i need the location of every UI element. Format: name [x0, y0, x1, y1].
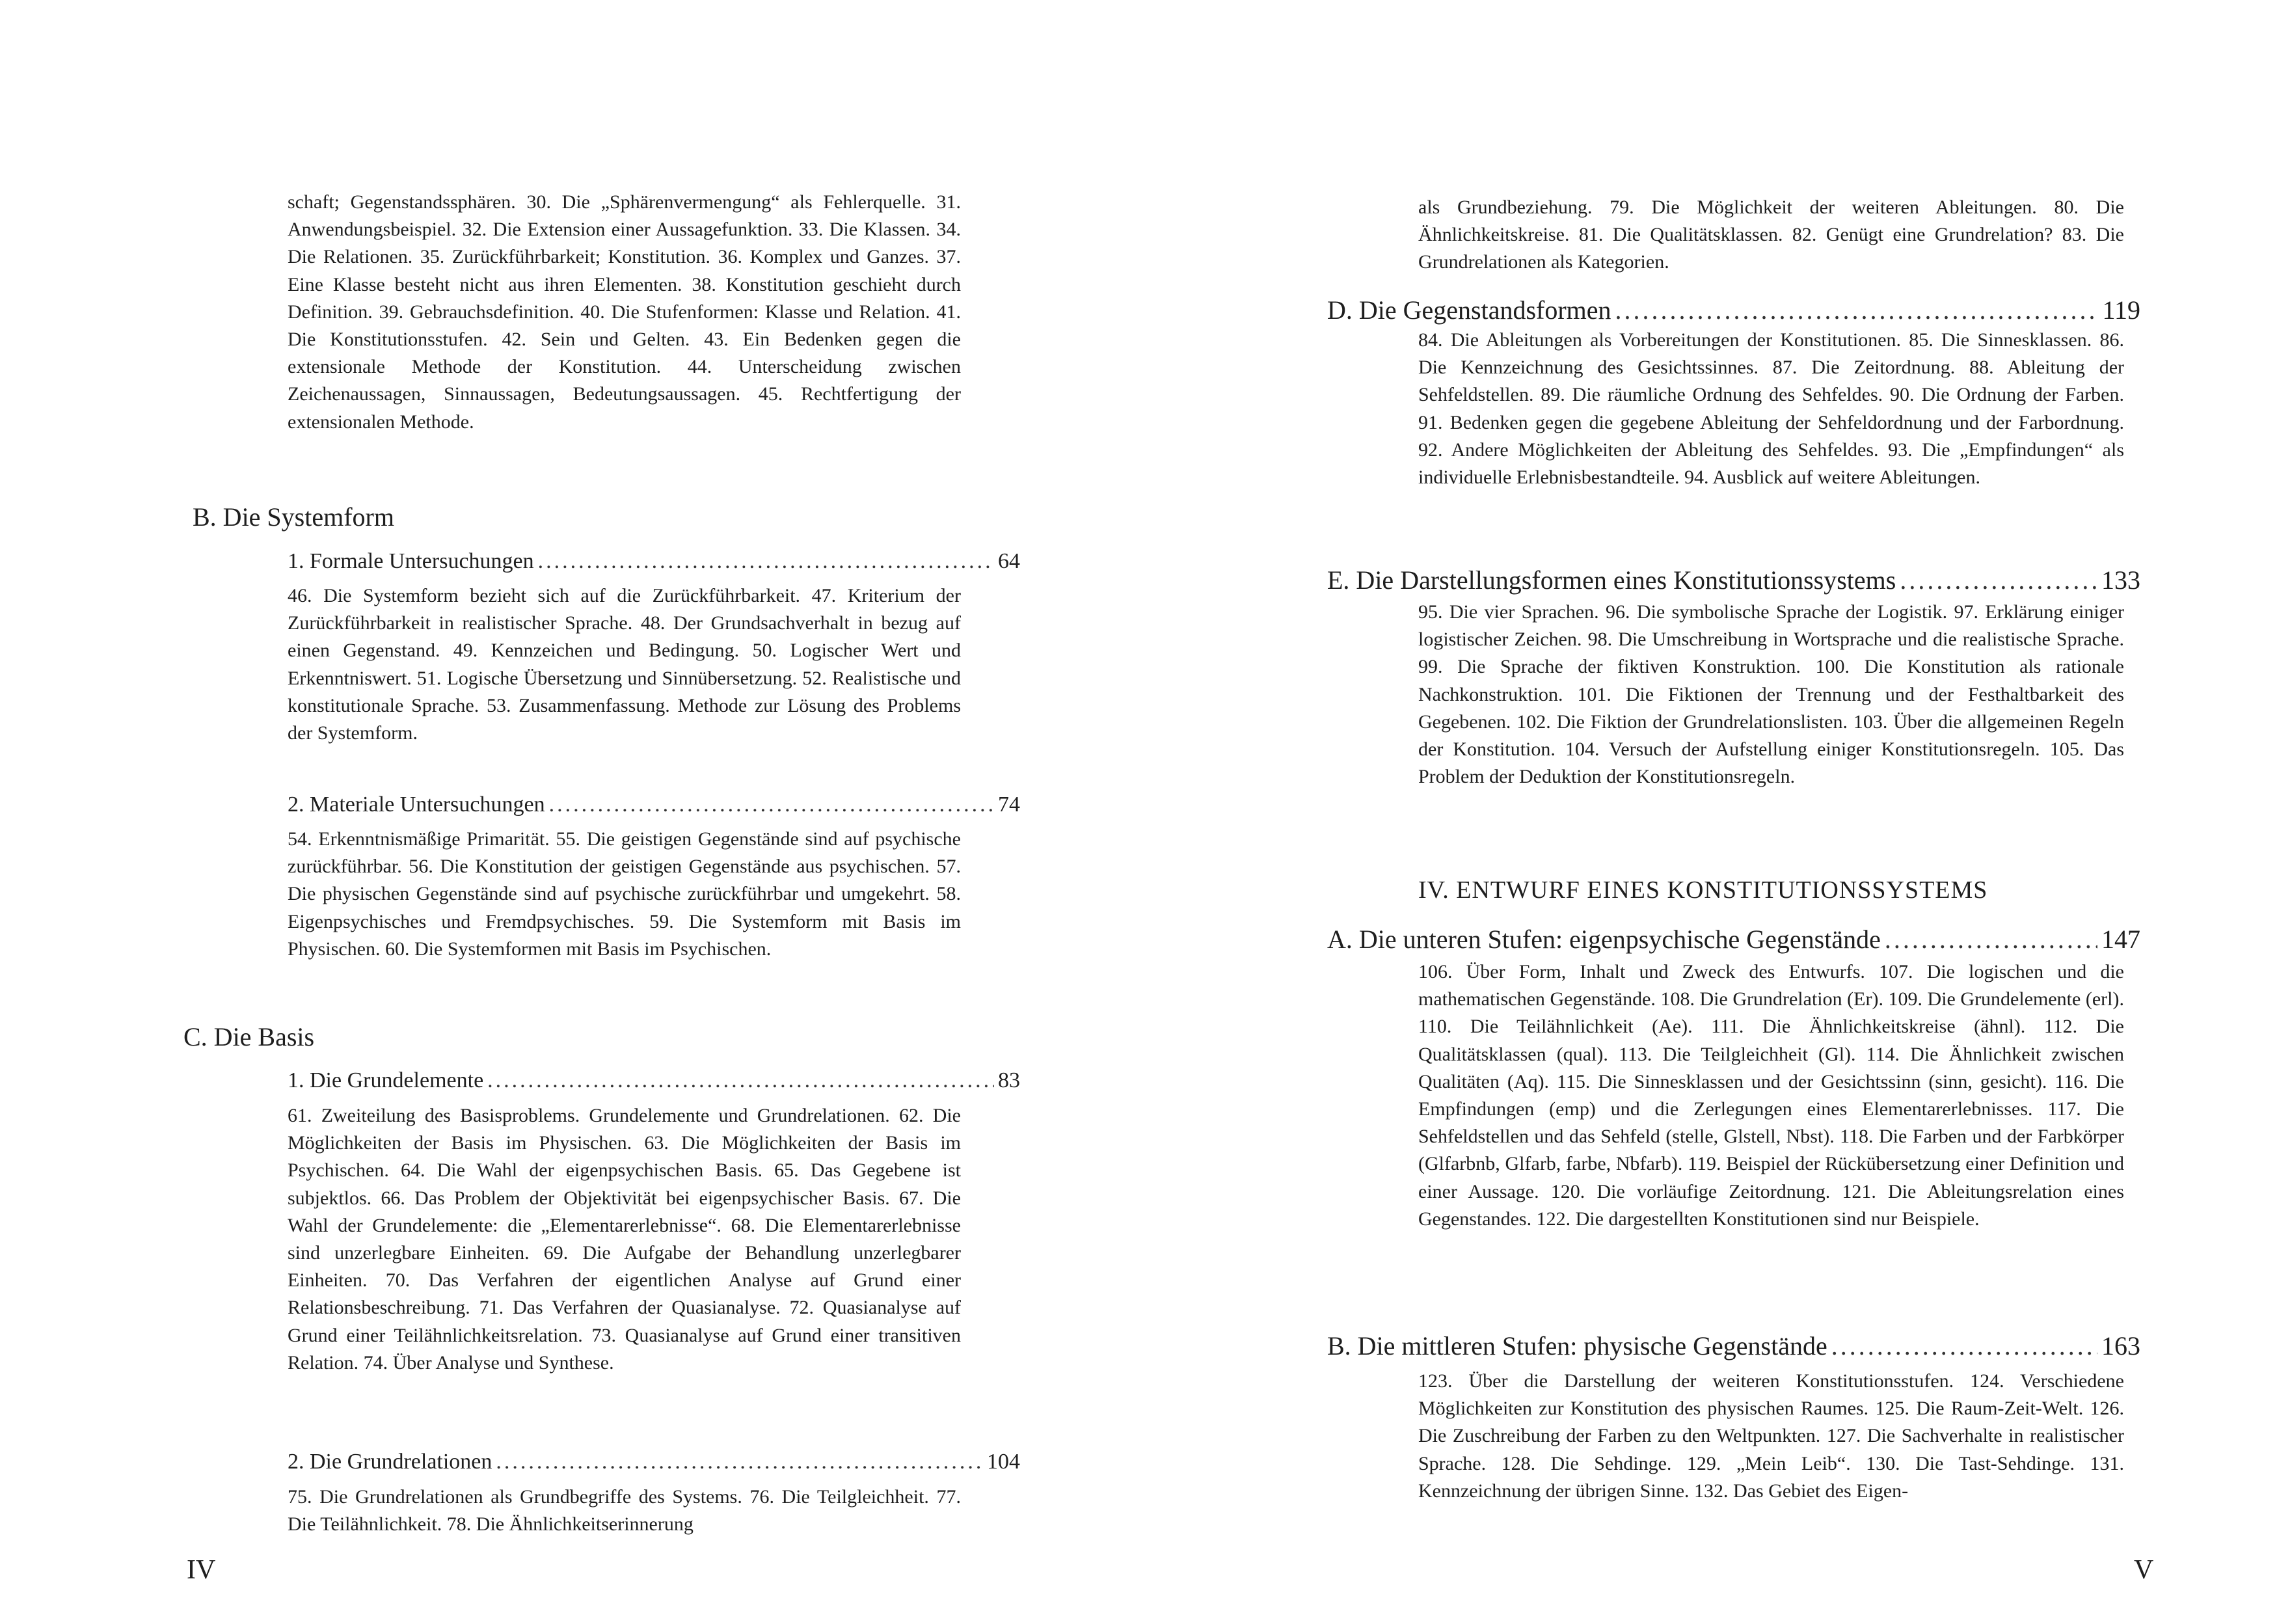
- entry-title: B. Die mittleren Stufen: physische Gegenstände: [1327, 1331, 1827, 1360]
- section-heading-c: C. Die Basis: [183, 1022, 315, 1051]
- entry-title: E. Die Darstellungsformen eines Konstitutionssystems: [1327, 565, 1896, 595]
- entry-title: 2. Materiale Untersuchungen: [288, 792, 545, 817]
- page-number: 104: [987, 1450, 1020, 1474]
- toc-entry-gegenstandsformen[interactable]: [1327, 295, 2140, 326]
- page-folio: IV: [187, 1555, 216, 1585]
- right-page: [1145, 0, 2290, 1624]
- dot-leader: [1885, 924, 2097, 955]
- continuation-paragraph: als Grundbeziehung. 79. Die Möglichkeit der weiteren Ableitungen. 80. Die Ähnlichkeitskreise. 81. Die Qualitätsklassen. 82. Genügt eine Grundrelation? 83. Die Grundrelationen als Kategorien.: [1418, 196, 2124, 273]
- page-number: 147: [2101, 925, 2140, 954]
- entry-summary: 84. Die Ableitungen als Vorbereitungen der Konstitutionen. 85. Die Sinnesklassen. 86. Die Kennzeichnung des Gesichtssinnes. 87. Die Zeitordnung. 88. Ableitung der Sehfeldstellen. 89. Die räumliche Ordnung des Sehfeldes. 90. Die Ordnung der Farben. 91. Bedenken gegen die gegebene Ableitung der Sehfeldordnung und der Farbordnung. 92. Andere Möglichkeiten der Ableitung des Sehfeldes. 93. Die „Empfindungen“ als individuelle Erlebnisbestandteile. 94. Ausblick auf weitere Ableitungen.: [1418, 329, 2124, 489]
- continuation-paragraph: schaft; Gegenstandssphären. 30. Die „Sphärenvermengung“ als Fehlerquelle. 31. Anwendungsbeispiel. 32. Die Extension einer Aussagefunktion. 33. Die Klassen. 34. Die Relationen. 35. Zurückführbarkeit; Konstitution. 36. Komplex und Ganzes. 37. Eine Klasse besteht nicht aus ihren Elementen. 38. Konstitution geschieht durch Definition. 39. Gebrauchsdefinition. 40. Die Stufenformen: Klasse und Relation. 41. Die Konstitutionsstufen. 42. Sein und Gelten. 43. Ein Bedenken gegen die extensionale Methode der Konstitution. 44. Unterscheidung zwischen Zeichenaussagen, Sinnaussagen, Bedeutungsaussagen. 45. Rechtfertigung der extensionalen Methode.: [288, 191, 961, 433]
- entry-summary: 61. Zweiteilung des Basisproblems. Grundelemente und Grundrelationen. 62. Die Möglichkeiten der Basis im Physischen. 63. Die Möglichkeiten der Basis im Psychischen. 64. Die Wahl der eigenpsychischen Basis. 65. Das Gegebene ist subjektlos. 66. Das Problem der Objektivität bei eigenpsychischer Basis. 67. Die Wahl der Grundelemente: die „Elementarerlebnisse“. 68. Die Elementarerlebnisse sind unzerlegbare Einheiten. 69. Die Aufgabe der Behandlung unzerlegbarer Einheiten. 70. Das Verfahren der eigentlichen Analyse auf Grund einer Relationsbeschreibung. 71. Das Verfahren der Quasianalyse. 72. Quasianalyse auf Grund einer Teilähnlichkeitsrelation. 73. Quasianalyse auf Grund einer transitiven Relation. 74. Über Analyse und Synthese.: [288, 1105, 961, 1374]
- page-number: 74: [998, 792, 1020, 817]
- toc-entry-untere-stufen[interactable]: [1327, 924, 2140, 955]
- entry-title: 2. Die Grundrelationen: [288, 1450, 492, 1474]
- page-number: 133: [2101, 565, 2140, 595]
- dot-leader: [549, 791, 994, 819]
- page-number: 119: [2102, 295, 2140, 325]
- dot-leader: [1831, 1331, 2097, 1362]
- entry-title: 1. Formale Untersuchungen: [288, 549, 534, 573]
- entry-title: D. Die Gegenstandsformen: [1327, 295, 1611, 325]
- dot-leader: [1900, 565, 2097, 596]
- part-heading: IV. ENTWURF EINES KONSTITUTIONSSYSTEMS: [1418, 876, 1988, 904]
- toc-entry-mittlere-stufen[interactable]: [1327, 1331, 2140, 1362]
- entry-summary: 46. Die Systemform bezieht sich auf die Zurückführbarkeit. 47. Kriterium der Zurückführbarkeit in realistischer Sprache. 48. Der Grundsachverhalt in bezug auf einen Gegenstand. 49. Kennzeichen und Bedingung. 50. Logischer Wert und Erkenntniswert. 51. Logische Übersetzung und Sinnübersetzung. 52. Realistische und konstitutionale Sprache. 53. Zusammenfassung. Methode zur Lösung des Problems der Systemform.: [288, 585, 961, 744]
- entry-summary: 106. Über Form, Inhalt und Zweck des Entwurfs. 107. Die logischen und die mathematischen Gegenstände. 108. Die Grundrelation (Er). 109. Die Grundelemente (erl). 110. Die Teilähnlichkeit (Ae). 111. Die Ähnlichkeitskreise (ähnl). 112. Die Qualitätsklassen (qual). 113. Die Teilgleichheit (Gl). 114. Die Ähnlichkeit zwischen Qualitäten (Aq). 115. Die Sinnesklassen und der Gesichtssinn (sinn, gesicht). 116. Die Empfindungen (emp) und die Zerlegungen eines Elementarerlebnisses. 117. Die Sehfeldstellen und das Sehfeld (stelle, Glstell, Nbst). 118. Die Farben und der Farbkörper (Glfarbnb, Glfarb, farbe, Nbfarb). 119. Beispiel der Rückübersetzung einer Definition und einer Aussage. 120. Die vorläufige Zeitordnung. 121. Die Ableitungsrelation eines Gegenstandes. 122. Die dargestellten Konstitutionen sind nur Beispiele.: [1418, 961, 2124, 1230]
- toc-entry-formale-untersuchungen[interactable]: [288, 548, 1020, 575]
- page-number: 163: [2101, 1331, 2140, 1360]
- dot-leader: [496, 1448, 983, 1476]
- page-folio: V: [2134, 1555, 2154, 1585]
- entry-summary: 95. Die vier Sprachen. 96. Die symbolische Sprache der Logistik. 97. Erklärung einiger logistischer Zeichen. 98. Die Umschreibung in Wortsprache und die realistische Sprache. 99. Die Sprache der fiktiven Konstruktion. 100. Die Konstitution als rationale Nachkonstruktion. 101. Die Fiktionen der Trennung und der Festhaltbarkeit des Gegebenen. 102. Die Fiktion der Grundrelationslisten. 103. Über die allgemeinen Regeln der Konstitution. 104. Versuch der Aufstellung einiger Konstitutionsregeln. 105. Das Problem der Deduktion der Konstitutionsregeln.: [1418, 601, 2124, 788]
- toc-entry-grundelemente[interactable]: [288, 1067, 1020, 1094]
- entry-summary: 75. Die Grundrelationen als Grundbegriffe des Systems. 76. Die Teilgleichheit. 77. Die Teilähnlichkeit. 78. Die Ähnlichkeitserinnerung: [288, 1486, 961, 1536]
- entry-title: 1. Die Grundelemente: [288, 1068, 484, 1092]
- page-number: 64: [998, 549, 1020, 573]
- dot-leader: [487, 1067, 994, 1094]
- toc-entry-grundrelationen[interactable]: [288, 1448, 1020, 1476]
- entry-summary: 123. Über die Darstellung der weiteren Konstitutionsstufen. 124. Verschiedene Möglichkeiten zur Konstitution des physischen Raumes. 125. Die Raum-Zeit-Welt. 126. Die Zuschreibung der Farben zu den Weltpunkten. 127. Die Sachverhalte in realistischer Sprache. 128. Die Sehdinge. 129. „Mein Leib“. 130. Die Tast-Sehdinge. 131. Kennzeichnung der übrigen Sinne. 132. Das Gebiet des Eigen-: [1418, 1370, 2124, 1502]
- section-heading-b: B. Die Systemform: [193, 502, 394, 532]
- toc-entry-darstellungsformen[interactable]: [1327, 565, 2140, 596]
- entry-title: A. Die unteren Stufen: eigenpsychische Gegenstände: [1327, 925, 1881, 954]
- toc-entry-materiale-untersuchungen[interactable]: [288, 791, 1020, 819]
- dot-leader: [1615, 295, 2099, 326]
- dot-leader: [538, 548, 994, 575]
- entry-summary: 54. Erkenntnismäßige Primarität. 55. Die geistigen Gegenstände sind auf psychische zurückführbar. 56. Die Konstitution der geistigen Gegenstände aus psychischen. 57. Die physischen Gegenstände sind auf psychische zurückführbar und umgekehrt. 58. Eigenpsychisches und Fremdpsychisches. 59. Die Systemform mit Basis im Physischen. 60. Die Systemformen mit Basis im Psychischen.: [288, 828, 961, 960]
- page-number: 83: [998, 1068, 1020, 1092]
